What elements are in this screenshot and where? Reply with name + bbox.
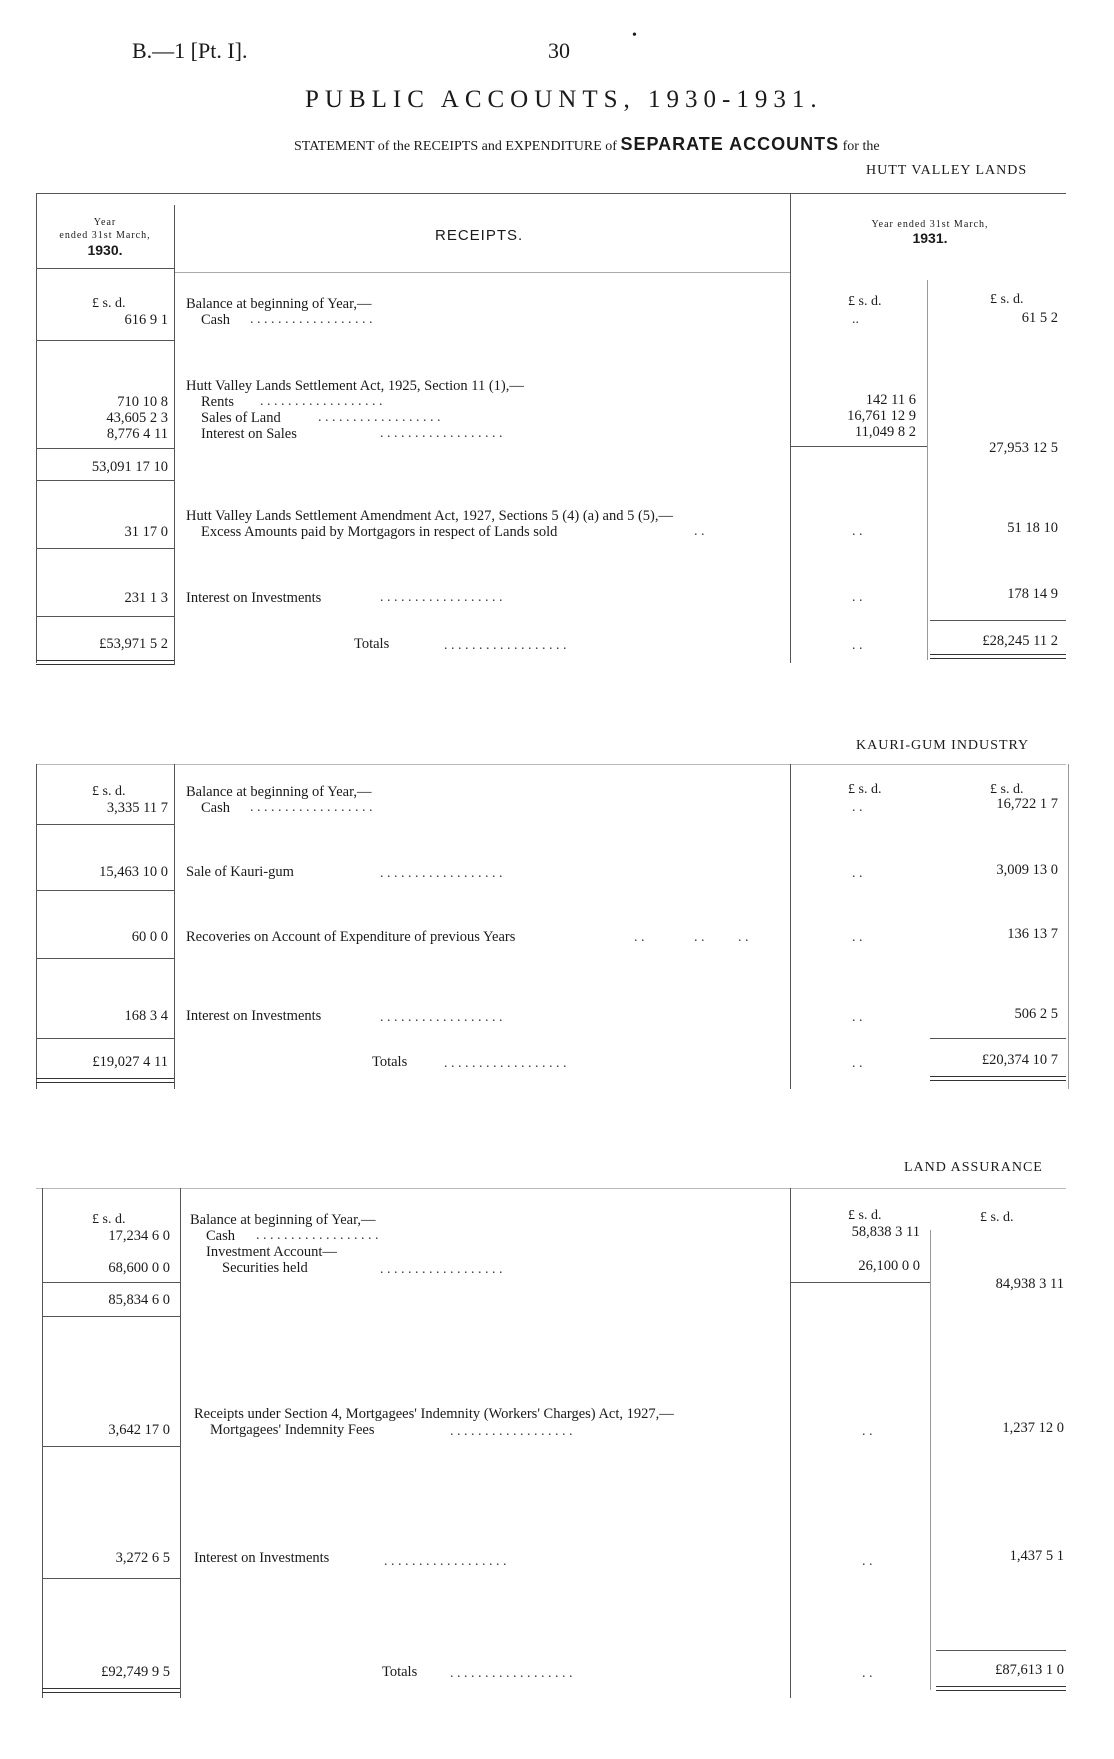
value-1930: 710 10 8: [117, 394, 168, 410]
dot-leader: . .: [634, 930, 645, 945]
value-1931: 1,237 12 0: [1002, 1420, 1064, 1436]
dot-leader: . .: [852, 930, 863, 945]
row-label: Hutt Valley Lands Settlement Act, 1925, Section 11 (1),—: [186, 378, 524, 394]
value-1931: 51 18 10: [1007, 520, 1058, 536]
row-label: Balance at beginning of Year,—: [186, 296, 372, 312]
value-1931: 3,009 13 0: [996, 862, 1058, 878]
ink-dot: •: [632, 28, 637, 43]
currency-head: £ s. d.: [848, 782, 882, 797]
value-1930: 68,600 0 0: [108, 1260, 170, 1276]
rule: [36, 548, 174, 549]
col-head-1930: 1930.: [87, 242, 123, 258]
value-1931: 11,049 8 2: [854, 424, 916, 440]
row-label: Cash: [206, 1228, 235, 1244]
value-1931: 61 5 2: [1021, 310, 1058, 326]
rule: [790, 446, 927, 447]
value-1930: 8,776 4 11: [106, 426, 168, 442]
row-label: Rents: [201, 394, 235, 410]
row-label: Excess Amounts paid by Mortgagors in respect of Lands sold: [201, 524, 558, 540]
row-label: Interest on Investments: [186, 590, 322, 606]
row-label: Cash: [201, 800, 230, 816]
col-divider: [36, 193, 37, 663]
col-divider: [927, 280, 928, 660]
total-1931: £87,613 1 0: [995, 1662, 1064, 1678]
row-label: Recoveries on Account of Expenditure of previous Years: [186, 929, 516, 945]
currency-head: £ s. d.: [990, 292, 1024, 307]
dot-leader: . .: [852, 638, 863, 653]
row-label: Cash: [201, 312, 230, 328]
value-1930: 616 9 1: [124, 312, 168, 328]
dot-leader: . .: [852, 866, 863, 881]
total-1931: £20,374 10 7: [981, 1052, 1058, 1068]
dot-leader: . . . . . . . . . . . . . . . . . .: [250, 800, 373, 815]
page-title: PUBLIC ACCOUNTS, 1930-1931.: [305, 86, 823, 113]
dot-leader: . .: [852, 800, 863, 815]
dot-leader: . .: [862, 1554, 873, 1569]
col-divider: [180, 1188, 181, 1698]
col-head-year-ended: Year ended 31st March,: [871, 219, 989, 230]
value-1930: 3,642 17 0: [108, 1422, 170, 1438]
value-1930: 17,234 6 0: [108, 1228, 170, 1244]
land-section-title: LAND ASSURANCE: [904, 1160, 1043, 1175]
col-divider: [36, 764, 37, 1089]
currency-head: £ s. d.: [92, 784, 126, 799]
dot-leader: . .: [694, 524, 705, 539]
double-rule: [36, 1078, 174, 1083]
row-label: Interest on Investments: [194, 1550, 330, 1566]
rule: [36, 268, 174, 269]
rule: [36, 193, 1066, 194]
double-rule: [42, 1688, 180, 1693]
col-divider: [790, 193, 791, 663]
rule: [42, 1578, 180, 1579]
rule: [36, 958, 174, 959]
rule: [36, 890, 174, 891]
double-rule: [36, 660, 174, 665]
currency-head: £ s. d.: [92, 296, 126, 311]
dot-leader: . .: [738, 930, 749, 945]
dot-leader: . . . . . . . . . . . . . . . . . .: [384, 1554, 507, 1569]
dot-leader: . . . . . . . . . . . . . . . . . .: [444, 638, 567, 653]
currency-head: £ s. d.: [848, 294, 882, 309]
col-head-1931: 1931.: [912, 230, 948, 246]
value-1931: 142 11 6: [865, 392, 916, 408]
value-1931: 26,100 0 0: [858, 1258, 920, 1274]
rule: [36, 1038, 174, 1039]
row-label: Securities held: [222, 1260, 308, 1276]
rule: [36, 764, 1066, 765]
value-1930: 15,463 10 0: [99, 864, 168, 880]
currency-head: £ s. d.: [92, 1212, 126, 1227]
page-number: 30: [548, 38, 570, 63]
rule: [930, 620, 1066, 621]
value-1931: 16,761 12 9: [847, 408, 916, 424]
dot-leader: . . . . . . . . . . . . . . . . . .: [318, 410, 441, 425]
col-divider: [1068, 764, 1069, 1089]
totals-label: Totals: [382, 1664, 418, 1680]
dot-leader: . . . . . . . . . . . . . . . . . .: [380, 866, 503, 881]
value-1931: 58,838 3 11: [851, 1224, 920, 1240]
currency-head: £ s. d.: [848, 1208, 882, 1223]
dot-leader: . .: [852, 1056, 863, 1071]
receipts-heading: RECEIPTS.: [435, 227, 524, 244]
col-head-year: Year: [93, 217, 117, 228]
value-1931: 136 13 7: [1007, 926, 1058, 942]
row-label: Hutt Valley Lands Settlement Amendment Act, 1927, Sections 5 (4) (a) and 5 (5),—: [186, 508, 674, 524]
col-divider: [790, 764, 791, 1089]
dot-leader: . .: [852, 1010, 863, 1025]
value-1931: 16,722 1 7: [996, 796, 1058, 812]
dot-leader: . . . . . . . . . . . . . . . . . .: [260, 394, 383, 409]
col-divider: [42, 1188, 43, 1698]
kauri-section-title: KAURI-GUM INDUSTRY: [856, 738, 1030, 753]
subtotal-1930: 85,834 6 0: [108, 1292, 170, 1308]
value-1930: 231 1 3: [124, 590, 168, 606]
dot-leader: . . . . . . . . . . . . . . . . . .: [380, 1262, 503, 1277]
rule: [36, 340, 174, 341]
double-rule: [930, 1076, 1066, 1081]
dot-leader: . . . . . . . . . . . . . . . . . .: [256, 1228, 379, 1243]
dot-leader: . . . . . . . . . . . . . . . . . .: [450, 1424, 573, 1439]
rule: [36, 616, 174, 617]
currency-head: £ s. d.: [980, 1210, 1014, 1225]
rule: [42, 1282, 180, 1283]
value-1931: 506 2 5: [1014, 1006, 1058, 1022]
row-label: Balance at beginning of Year,—: [186, 784, 372, 800]
col-divider: [174, 764, 175, 1089]
rule: [36, 1188, 1066, 1189]
dot-leader: . .: [852, 590, 863, 605]
value-1930: 168 3 4: [124, 1008, 168, 1024]
rule: [36, 824, 174, 825]
hutt-section-title: HUTT VALLEY LANDS: [866, 163, 1028, 178]
rule: [42, 1446, 180, 1447]
row-label: Balance at beginning of Year,—: [190, 1212, 376, 1228]
row-label: Mortgagees' Indemnity Fees: [210, 1422, 375, 1438]
value-1931: 27,953 12 5: [989, 440, 1058, 456]
row-label: Sale of Kauri-gum: [186, 864, 294, 880]
rule: [936, 1650, 1066, 1651]
row-label: Interest on Sales: [201, 426, 297, 442]
dot-leader: . .: [862, 1666, 873, 1681]
row-label: Sales of Land: [201, 410, 281, 426]
total-1930: £19,027 4 11: [92, 1054, 168, 1070]
rule: [36, 448, 174, 449]
subtotal-1930: 53,091 17 10: [91, 459, 168, 475]
dot-leader: . .: [694, 930, 705, 945]
dot-leader: . .: [862, 1424, 873, 1439]
dot-leader: . . . . . . . . . . . . . . . . . .: [380, 590, 503, 605]
total-1931: £28,245 11 2: [982, 633, 1058, 649]
col-head-ended: ended 31st March,: [59, 230, 151, 241]
value-1931: 1,437 5 1: [1009, 1548, 1064, 1564]
totals-label: Totals: [354, 636, 390, 652]
total-1930: £53,971 5 2: [99, 636, 168, 652]
value-1930: 43,605 2 3: [106, 410, 168, 426]
rule: [174, 272, 790, 273]
value-1930: 31 17 0: [124, 524, 168, 540]
totals-label: Totals: [372, 1054, 408, 1070]
value-1930: 60 0 0: [131, 929, 168, 945]
statement-heading: [294, 134, 880, 155]
row-label: Receipts under Section 4, Mortgagees' Indemnity (Workers' Charges) Act, 1927,—: [194, 1406, 674, 1422]
value-1931: 84,938 3 11: [995, 1276, 1064, 1292]
rule: [790, 1282, 930, 1283]
dot-leader: . . . . . . . . . . . . . . . . . .: [380, 426, 503, 441]
dot-leader: ..: [852, 312, 859, 327]
row-label: Interest on Investments: [186, 1008, 322, 1024]
dot-leader: . . . . . . . . . . . . . . . . . .: [450, 1666, 573, 1681]
dot-leader: . .: [852, 524, 863, 539]
statement-suffix: for the: [839, 139, 880, 154]
rule: [36, 480, 174, 481]
row-label: Investment Account—: [206, 1244, 337, 1260]
currency-head: £ s. d.: [990, 782, 1024, 797]
col-divider: [790, 1188, 791, 1698]
statement-bold: SEPARATE ACCOUNTS: [620, 134, 840, 154]
rule: [42, 1316, 180, 1317]
total-1930: £92,749 9 5: [101, 1664, 170, 1680]
document-reference: B.—1 [Pt. I].: [132, 38, 248, 63]
statement-prefix: STATEMENT of the RECEIPTS and EXPENDITURE of: [294, 139, 621, 154]
value-1930: 3,335 11 7: [106, 800, 168, 816]
col-divider: [930, 1230, 931, 1690]
value-1930: 3,272 6 5: [115, 1550, 170, 1566]
value-1931: 178 14 9: [1007, 586, 1058, 602]
dot-leader: . . . . . . . . . . . . . . . . . .: [444, 1056, 567, 1071]
double-rule: [930, 654, 1066, 659]
dot-leader: . . . . . . . . . . . . . . . . . .: [380, 1010, 503, 1025]
col-divider: [174, 205, 175, 665]
dot-leader: . . . . . . . . . . . . . . . . . .: [250, 312, 373, 327]
rule: [930, 1038, 1066, 1039]
double-rule: [936, 1686, 1066, 1691]
